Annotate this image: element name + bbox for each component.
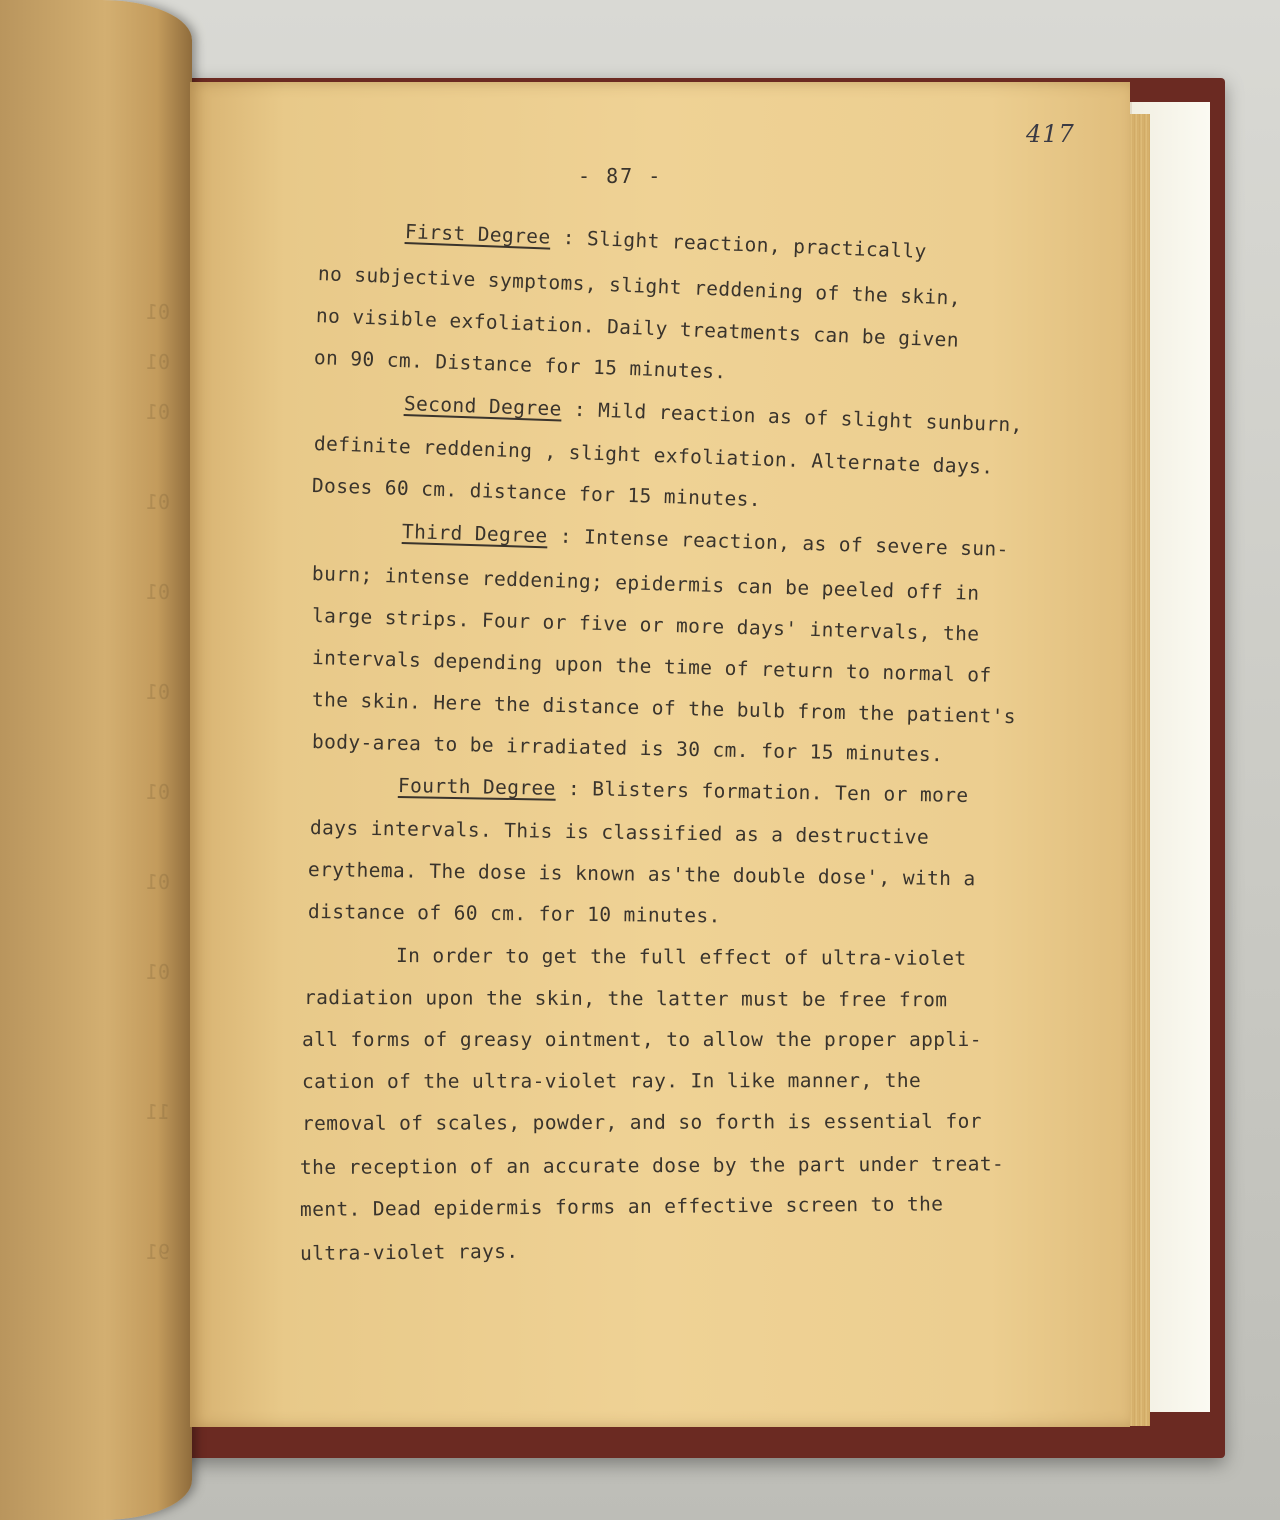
- bleed-through-text: 01: [145, 490, 170, 514]
- text-line: Doses 60 cm. distance for 15 minutes.: [311, 474, 762, 512]
- text-line: cation of the ultra-violet ray. In like manner, the: [301, 1068, 922, 1093]
- text-line: : Slight reaction, practically: [562, 226, 928, 264]
- text-line: days intervals. This is classified as a destructive: [309, 816, 930, 849]
- text-line: intervals depending upon the time of return to normal of: [311, 646, 992, 687]
- text-line: no subjective symptoms, slight reddening of the skin,: [317, 262, 962, 310]
- text-line: the reception of an accurate dose by the part under treat-: [299, 1152, 1005, 1179]
- text-line: large strips. Four or five or more days' intervals, the: [311, 604, 980, 646]
- text-line: on 90 cm. Distance for 15 minutes.: [313, 346, 727, 384]
- text-line: radiation upon the skin, the latter must be free from: [303, 986, 948, 1012]
- bleed-through-text: 01: [145, 350, 170, 374]
- page-number: - 87 -: [578, 164, 663, 188]
- text-line: body-area to be irradiated is 30 cm. for 15 minutes.: [311, 730, 944, 767]
- bleed-through-text: 01: [145, 580, 170, 604]
- section-heading: Third Degree: [401, 520, 548, 548]
- bleed-through-text: 01: [145, 870, 170, 894]
- text-line: In order to get the full effect of ultra-violet: [395, 944, 967, 970]
- folio-number: 417: [1026, 120, 1075, 148]
- text-line: removal of scales, powder, and so forth is essential for: [301, 1109, 982, 1135]
- text-line: ment. Dead epidermis forms an effective screen to the: [299, 1192, 944, 1221]
- section-heading: Fourth Degree: [397, 774, 557, 800]
- text-line: : Blisters formation. Ten or more: [567, 776, 969, 807]
- bleed-through-text: 01: [145, 960, 170, 984]
- bleed-through-text: 11: [145, 1100, 170, 1124]
- text-line: : Intense reaction, as of severe sun-: [559, 524, 1010, 562]
- bleed-through-text: 91: [145, 1240, 170, 1264]
- section-third-degree: [402, 520, 1009, 561]
- bleed-through-text: 01: [145, 780, 170, 804]
- text-line: erythema. The dose is known as'the double dose', with a: [307, 858, 976, 891]
- text-line: all forms of greasy ointment, to allow the proper appli-: [302, 1028, 982, 1051]
- text-line: ultra-violet rays.: [299, 1239, 519, 1265]
- text-line: distance of 60 cm. for 10 minutes.: [307, 900, 721, 928]
- section-second-degree: [404, 392, 1024, 437]
- text-line: burn; intense reddening; epidermis can be peeled off in: [311, 562, 980, 605]
- section-heading: Second Degree: [403, 392, 563, 421]
- bleed-through-text: 01: [145, 300, 170, 324]
- bleed-through-text: 01: [145, 400, 170, 424]
- section-fourth-degree: [398, 774, 969, 807]
- bleed-through-text: 01: [145, 680, 170, 704]
- text-line: the skin. Here the distance of the bulb from the patient's: [311, 688, 1017, 729]
- section-heading: First Degree: [404, 220, 552, 249]
- section-first-degree: [405, 220, 928, 263]
- text-line: definite reddening , slight exfoliation. Alternate days.: [313, 432, 994, 479]
- text-line: : Mild reaction as of slight sunburn,: [573, 397, 1024, 437]
- text-line: no visible exfoliation. Daily treatments can be given: [315, 304, 960, 352]
